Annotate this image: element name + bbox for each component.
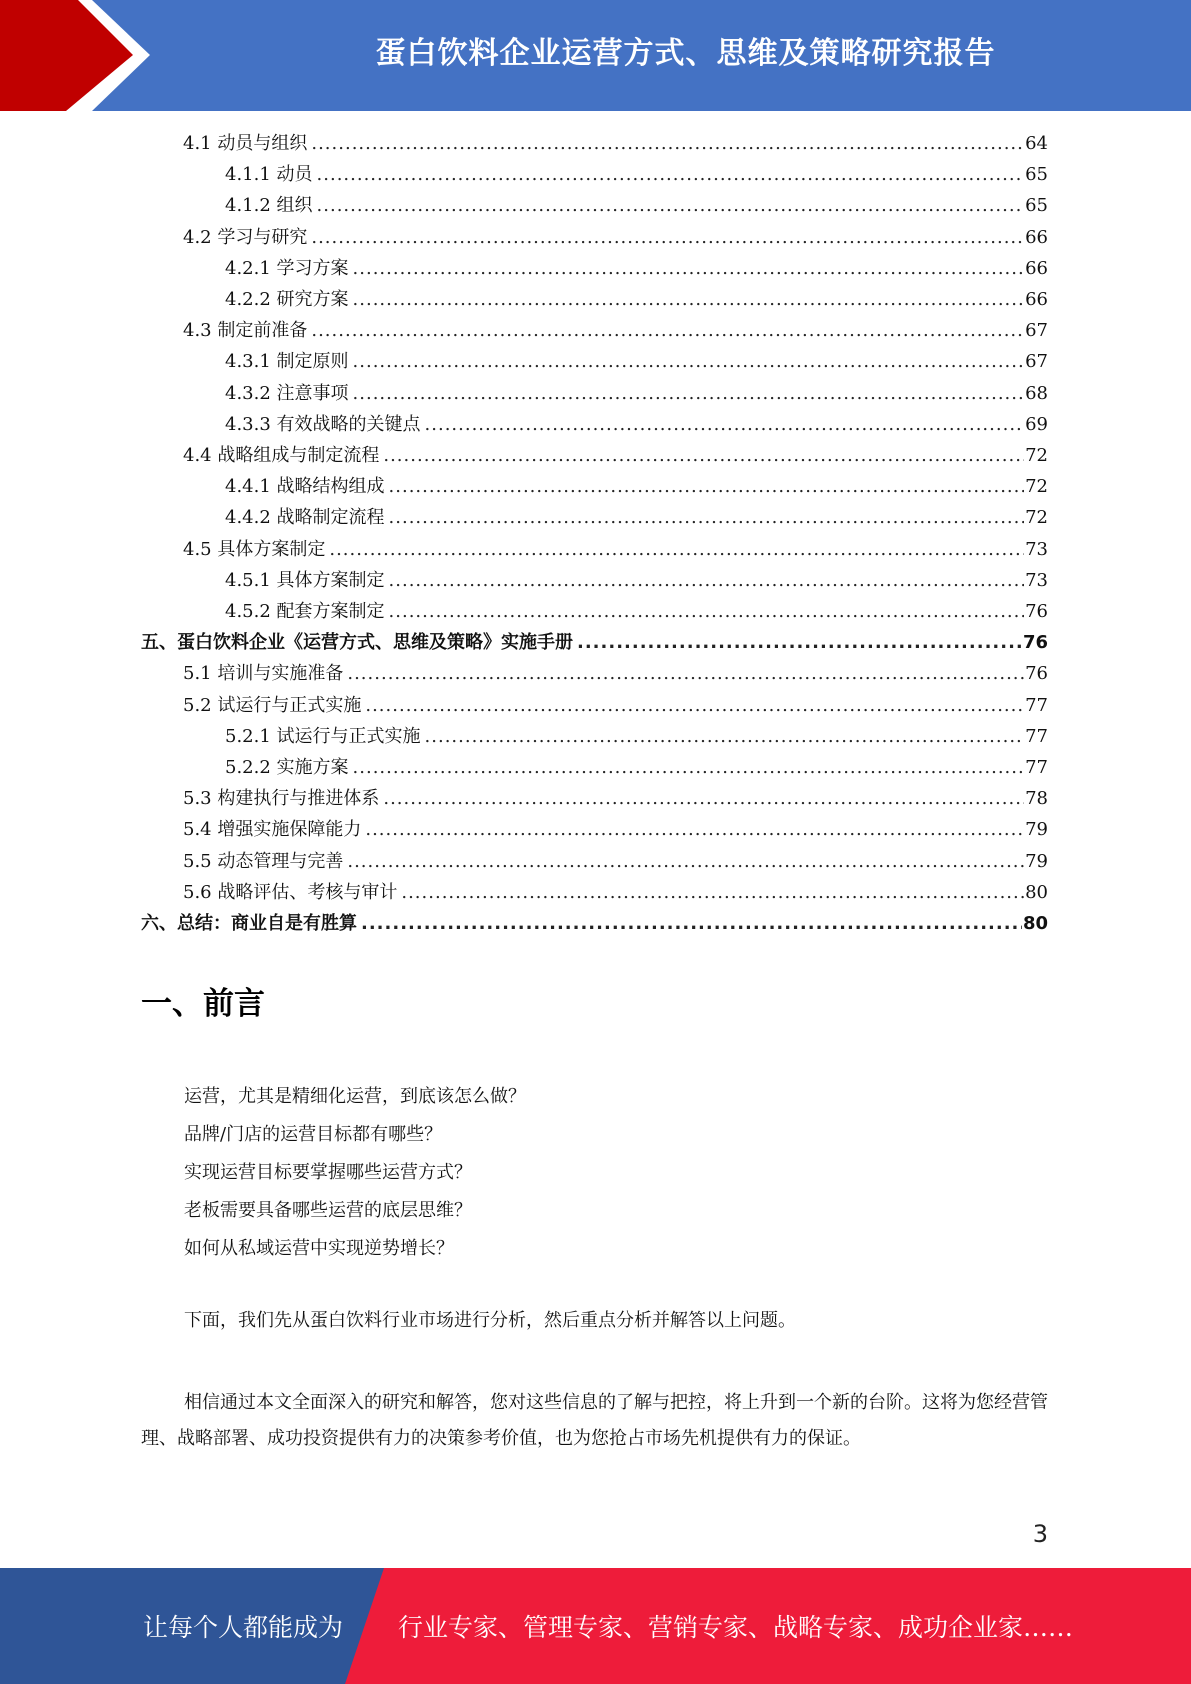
toc-entry-label: 4.1.2 组织: [225, 195, 313, 217]
toc-entry-page: 65: [1025, 164, 1048, 186]
toc-entry-page: 66: [1025, 289, 1048, 310]
toc-entry[interactable]: [183, 315, 1048, 346]
toc-entry-label: 4.4 战略组成与制定流程: [183, 445, 380, 466]
question-item: 品牌/门店的运营目标都有哪些？: [184, 1124, 443, 1145]
section-title: 一、前言: [141, 986, 265, 1022]
toc-entry-label: 4.2.2 研究方案: [225, 289, 349, 310]
toc-entry[interactable]: [183, 222, 1048, 253]
toc-entry-page: 77: [1025, 694, 1048, 716]
toc-entry-label: 4.1.1 动员: [225, 164, 313, 186]
toc-entry-label: 4.5.1 具体方案制定: [225, 569, 385, 591]
toc-leader-dots: [353, 752, 1025, 783]
toc-entry[interactable]: [225, 596, 1048, 627]
toc-leader-dots: [353, 346, 1025, 377]
toc-entry[interactable]: [183, 128, 1048, 159]
toc-entry-label: 5.2.2 实施方案: [225, 757, 349, 778]
toc-entry-label: 5.1 培训与实施准备: [183, 663, 344, 685]
toc-entry-label: 4.2.1 学习方案: [225, 257, 349, 279]
toc-entry-page: 79: [1025, 850, 1048, 872]
toc-entry[interactable]: [183, 783, 1048, 814]
toc-leader-dots: [347, 658, 1024, 689]
toc-leader-dots: [577, 627, 1022, 658]
toc-leader-dots: [365, 814, 1024, 845]
toc-entry-label: 5.2 试运行与正式实施: [183, 694, 362, 716]
toc-entry-label: 4.5 具体方案制定: [183, 538, 326, 560]
toc-leader-dots: [389, 565, 1025, 596]
toc-leader-dots: [311, 128, 1024, 159]
toc-entry[interactable]: [225, 471, 1048, 502]
toc-entry-label: 4.3.2 注意事项: [225, 382, 349, 404]
toc-entry-label: 5.3 构建执行与推进体系: [183, 788, 380, 810]
toc-entry[interactable]: [225, 752, 1048, 783]
toc-leader-dots: [311, 222, 1024, 253]
toc-entry-label: 五、蛋白饮料企业《运营方式、思维及策略》实施手册: [141, 632, 573, 654]
toc-entry[interactable]: [225, 346, 1048, 377]
toc-entry[interactable]: [183, 658, 1048, 689]
question-item: 实现运营目标要掌握哪些运营方式？: [184, 1162, 472, 1183]
toc-entry-label: 4.1 动员与组织: [183, 133, 308, 154]
toc-entry-label: 5.4 增强实施保障能力: [183, 819, 362, 841]
toc-leader-dots: [389, 502, 1025, 533]
toc-entry-page: 77: [1025, 725, 1048, 747]
toc-entry-page: 67: [1025, 320, 1048, 342]
toc-leader-dots: [361, 908, 1022, 939]
toc-leader-dots: [425, 721, 1025, 752]
toc-entry[interactable]: [225, 721, 1048, 752]
page-header: [0, 0, 1191, 111]
toc-entry-page: 79: [1025, 819, 1048, 841]
toc-entry-label: 4.3 制定前准备: [183, 320, 308, 342]
toc-entry-page: 76: [1025, 601, 1048, 622]
toc-entry-page: 73: [1025, 538, 1048, 560]
question-list: [141, 1078, 1051, 1268]
toc-entry[interactable]: [225, 253, 1048, 284]
toc-entry-page: 78: [1025, 788, 1048, 810]
toc-entry[interactable]: [225, 409, 1048, 440]
toc-entry-label: 5.5 动态管理与完善: [183, 850, 344, 872]
toc-leader-dots: [365, 690, 1024, 721]
toc-entry-label: 4.5.2 配套方案制定: [225, 601, 385, 622]
question-item: 如何从私域运营中实现逆势增长？: [184, 1238, 454, 1259]
page-number: 3: [1032, 1520, 1048, 1548]
toc-entry-page: 72: [1025, 507, 1048, 529]
toc-entry[interactable]: [225, 284, 1048, 315]
footer-slogan-left: 让每个人都能成为: [143, 1613, 344, 1642]
question-item: 老板需要具备哪些运营的底层思维？: [184, 1200, 472, 1221]
toc-entry-page: 77: [1025, 757, 1048, 778]
toc-leader-dots: [329, 534, 1024, 565]
toc-leader-dots: [311, 315, 1024, 346]
toc-leader-dots: [383, 440, 1024, 471]
toc-entry-label: 六、总结：商业自是有胜算: [141, 913, 357, 934]
toc-leader-dots: [317, 190, 1025, 221]
toc-entry-page: 69: [1025, 413, 1048, 435]
toc-entry[interactable]: [183, 690, 1048, 721]
footer-slogan-right: 行业专家、管理专家、营销专家、战略专家、成功企业家……: [398, 1613, 1074, 1642]
page-footer: [0, 1568, 1191, 1684]
toc-entry-page: 72: [1025, 445, 1048, 466]
toc-entry-page: 80: [1025, 881, 1048, 903]
toc-entry-label: 4.3.3 有效战略的关键点: [225, 413, 421, 435]
toc-entry-page: 80: [1022, 913, 1048, 934]
toc-leader-dots: [425, 409, 1025, 440]
paragraph-intro: 下面，我们先从蛋白饮料行业市场进行分析，然后重点分析并解答以上问题。: [184, 1310, 796, 1331]
toc-entry[interactable]: [225, 502, 1048, 533]
toc-entry[interactable]: [141, 627, 1048, 658]
toc-leader-dots: [347, 846, 1024, 877]
question-item: 运营，尤其是精细化运营，到底该怎么做？: [184, 1086, 526, 1107]
toc-leader-dots: [353, 378, 1025, 409]
toc-entry-label: 4.2 学习与研究: [183, 226, 308, 248]
toc-entry-page: 73: [1025, 569, 1048, 591]
toc-entry[interactable]: [183, 846, 1048, 877]
toc-leader-dots: [389, 596, 1025, 627]
toc-entry-page: 76: [1022, 632, 1048, 654]
toc-leader-dots: [353, 284, 1025, 315]
toc-entry-label: 5.2.1 试运行与正式实施: [225, 725, 421, 747]
toc-leader-dots: [317, 159, 1025, 190]
toc-entry[interactable]: [225, 190, 1048, 221]
toc-entry-page: 72: [1025, 476, 1048, 498]
toc-entry-label: 4.4.1 战略结构组成: [225, 476, 385, 498]
toc-leader-dots: [389, 471, 1025, 502]
toc-entry-page: 65: [1025, 195, 1048, 217]
toc-leader-dots: [401, 877, 1024, 908]
toc-entry-label: 4.4.2 战略制定流程: [225, 507, 385, 529]
toc-entry-page: 68: [1025, 382, 1048, 404]
toc-entry[interactable]: [183, 814, 1048, 845]
toc-entry[interactable]: [183, 877, 1048, 908]
toc-leader-dots: [353, 253, 1025, 284]
toc-entry-label: 5.6 战略评估、考核与审计: [183, 881, 398, 903]
header-title: 蛋白饮料企业运营方式、思维及策略研究报告: [375, 36, 996, 71]
paragraph-summary: 相信通过本文全面深入的研究和解答，您对这些信息的了解与把控，将上升到一个新的台阶。这将为您经营管理、战略部署、成功投资提供有力的决策参考价值，也为您抢占市场先机提供有力的保证。: [141, 1392, 1048, 1449]
toc-entry[interactable]: [225, 159, 1048, 190]
toc-leader-dots: [383, 783, 1024, 814]
toc-entry-page: 67: [1025, 351, 1048, 373]
toc-entry-label: 4.3.1 制定原则: [225, 351, 349, 373]
toc-entry-page: 66: [1025, 257, 1048, 279]
toc-entry[interactable]: [183, 440, 1048, 471]
toc-entry-page: 64: [1025, 133, 1048, 154]
toc-entry-page: 76: [1025, 663, 1048, 685]
toc-entry[interactable]: [225, 565, 1048, 596]
toc-entry[interactable]: [225, 378, 1048, 409]
toc-entry[interactable]: [183, 534, 1048, 565]
toc-entry-page: 66: [1025, 226, 1048, 248]
toc-entry[interactable]: [141, 908, 1048, 939]
